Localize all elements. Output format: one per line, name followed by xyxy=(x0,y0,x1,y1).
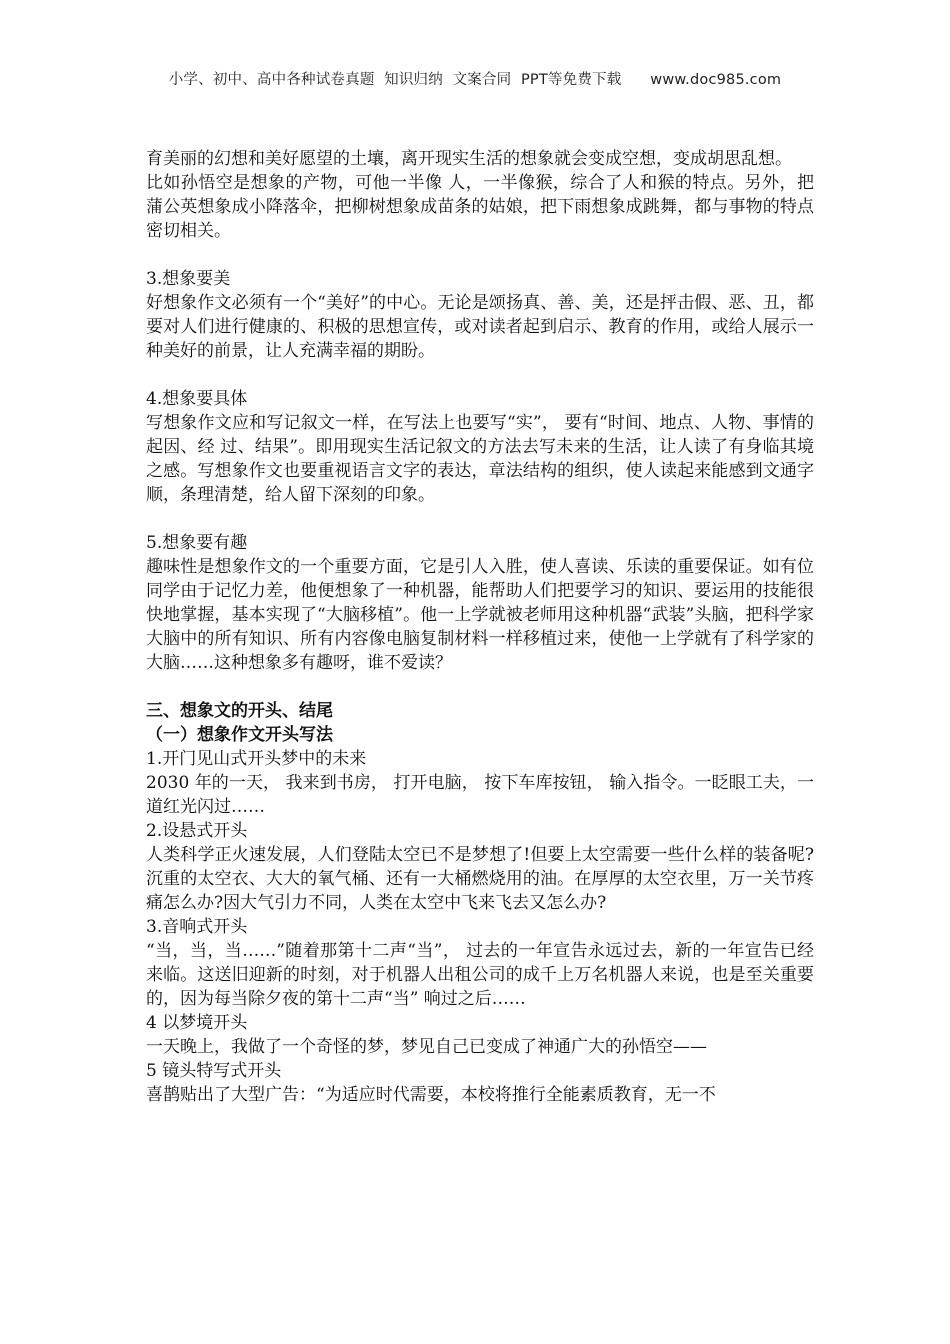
paragraph: 一天晚上，我做了一个奇怪的梦，梦见自己已变成了神通广大的孙悟空—— xyxy=(146,1037,707,1057)
method-heading: 2.设悬式开头 xyxy=(146,821,248,841)
paragraph: 好想象作文必须有一个“美好”的中心。无论是颂扬真、善、美，还是抨击假、恶、丑，都要对人们进行健康的、积极的思想宣传，或对读者起到启示、教育的作用，或给人展示一种美好的前景，让人充满幸福的期盼。 xyxy=(146,293,814,361)
section-heading: 3.想象要美 xyxy=(146,269,231,289)
paragraph: “当，当，当……”随着那第十二声“当”， 过去的一年宣告永远过去，新的一年宣告已经来临。这送旧迎新的时刻，对于机器人出租公司的成千上万名机器人来说，也是至关重要的，因为每当除夕夜的第十二声“当” 响过之后…… xyxy=(146,941,814,1009)
page-header: 小学、初中、高中各种试卷真题 知识归纳 文案合同 PPT等免费下载 www.doc985.com xyxy=(168,72,782,88)
method-heading: 1.开门见山式开头梦中的未来 xyxy=(146,749,367,769)
section-heading: 4.想象要具体 xyxy=(146,389,248,409)
chapter-heading: 三、想象文的开头、结尾 xyxy=(146,701,333,721)
blank-line xyxy=(146,675,814,699)
paragraph: 趣味性是想象作文的一个重要方面，它是引人入胜，使人喜读、乐读的重要保证。如有位同学由于记忆力差，他便想象了一种机器，能帮助人们把要学习的知识、要运用的技能很快地掌握，基本实现了“大脑移植”。他一上学就被老师用这种机器“武装”头脑，把科学家大脑中的所有知识、所有内容像电脑复制材料一样移植过来，使他一上学就有了科学家的大脑……这种想象多有趣呀，谁不爱读？ xyxy=(146,557,814,673)
subchapter-heading: （一）想象作文开头写法 xyxy=(146,725,333,745)
document-body xyxy=(146,147,814,1107)
method-heading: 3.音响式开头 xyxy=(146,917,248,937)
method-heading: 5 镜头特写式开头 xyxy=(146,1061,282,1081)
paragraph: 人类科学正火速发展，人们登陆太空已不是梦想了!但要上太空需要一些什么样的装备呢?沉重的太空衣、大大的氧气桶、还有一大桶燃烧用的油。在厚厚的太空衣里，万一关节疼痛怎么办?因大气引力不同，人类在太空中飞来飞去又怎么办? xyxy=(146,845,814,913)
paragraph: 比如孙悟空是想象的产物，可他一半像 人，一半像猴，综合了人和猴的特点。另外，把蒲公英想象成小降落伞，把柳树想象成苗条的姑娘，把下雨想象成跳舞，都与事物的特点密切相关。 xyxy=(146,173,814,241)
method-heading: 4 以梦境开头 xyxy=(146,1013,248,1033)
paragraph: 2030 年的一天， 我来到书房， 打开电脑， 按下车库按钮， 输入指令。一眨眼工夫，一道红光闪过…… xyxy=(146,773,814,817)
blank-line xyxy=(146,243,814,267)
paragraph: 育美丽的幻想和美好愿望的土壤，离开现实生活的想象就会变成空想，变成胡思乱想。 xyxy=(146,149,792,169)
paragraph: 写想象作文应和写记叙文一样，在写法上也要写“实”， 要有“时间、地点、人物、事情的起因、经 过、结果”。即用现实生活记叙文的方法去写未来的生活，让人读了有身临其境之感。写想象作文也要重视语言文字的表达，章法结构的组织，使人读起来能感到文通字顺，条理清楚，给人留下深刻的印象。 xyxy=(146,413,814,505)
blank-line xyxy=(146,363,814,387)
section-heading: 5.想象要有趣 xyxy=(146,533,248,553)
blank-line xyxy=(146,507,814,531)
paragraph: 喜鹊贴出了大型广告：“为适应时代需要，本校将推行全能素质教育，无一不 xyxy=(146,1085,716,1105)
